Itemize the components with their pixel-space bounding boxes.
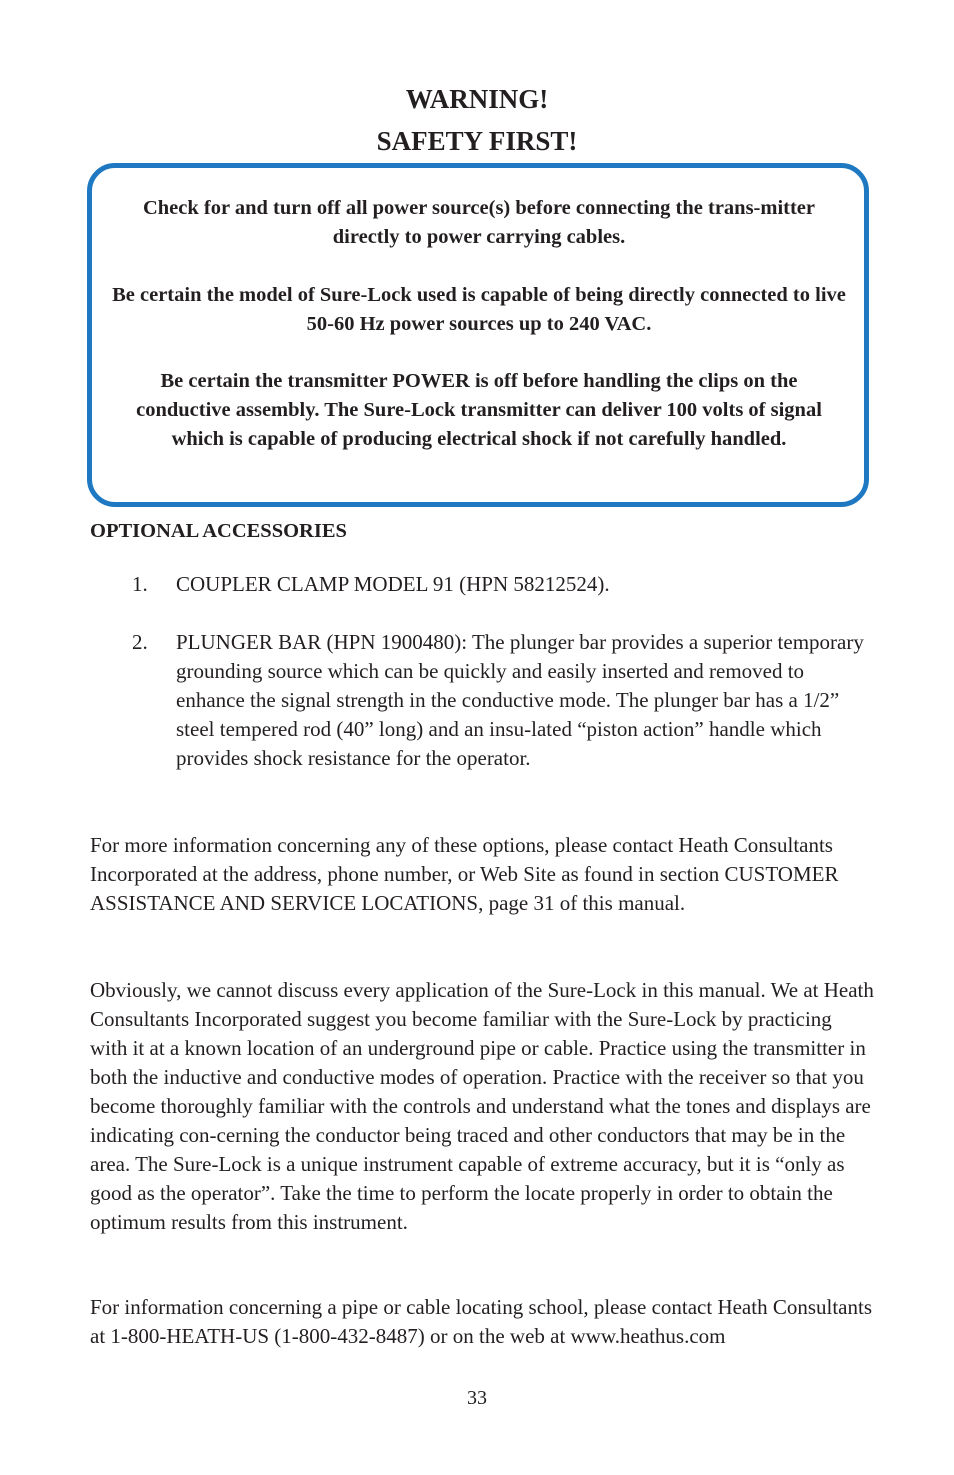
list-item-text: COUPLER CLAMP MODEL 91 (HPN 58212524). [176,572,610,596]
optional-accessories-title: OPTIONAL ACCESSORIES [90,520,347,542]
warning-model-capability: Be certain the model of Sure-Lock used is capable of being directly connected to live 50-60 Hz power sources up to 240 VAC. [112,284,846,335]
school-info-paragraph: For information concerning a pipe or cable locating school, please contact Heath Consultants at 1-800-HEATH-US (1-800-432-8487) or on the web at www.heathus.com [90,1295,873,1348]
warning-box [87,163,869,507]
safety-first-heading: SAFETY FIRST! [376,126,578,156]
list-item-number: 2. [132,630,148,654]
contact-info-paragraph: For more information concerning any of these options, please contact Heath Consultants Incorporated at the address, phone number, or Web Site as found in section CUSTOMER ASSISTANCE AND SERVICE LOCATIONS, page 31 of this manual. [90,833,839,915]
warning-power-source: Check for and turn off all power source(s) before connecting the trans-mitter directly to power carrying cables. [142,197,816,248]
list-item-text: PLUNGER BAR (HPN 1900480): The plunger bar provides a superior temporary grounding source which can be quickly and easily inserted and removed to enhance the signal strength in the conductive mode. The plunger bar has a 1/2” steel tempered rod (40” long) and an insu-lated “piston action” handle which provides shock resistance for the operator. [176,630,864,770]
warning-transmitter-power: Be certain the transmitter POWER is off before handling the clips on the conductive assembly. The Sure-Lock transmitter can deliver 100 volts of signal which is capable of producing electrical shock if not carefully handled. [136,370,822,450]
page-number: 33 [467,1387,487,1409]
list-item-number: 1. [132,572,148,596]
warning-heading: WARNING! [405,84,549,114]
practice-paragraph: Obviously, we cannot discuss every application of the Sure-Lock in this manual. We at Heath Consultants Incorporated suggest you become familiar with the Sure-Lock by practicing with it at a known location of an underground pipe or cable. Practice using the transmitter in both the inductive and conductive modes of operation. Practice with the receiver so that you become thoroughly familiar with the controls and understand what the tones and displays are indicating con-cerning the conductor being traced and other conductors that may be in the area. The Sure-Lock is a unique instrument capable of extreme accuracy, but it is “only as good as the operator”. Take the time to perform the locate properly in order to obtain the optimum results from this instrument. [90,978,874,1234]
